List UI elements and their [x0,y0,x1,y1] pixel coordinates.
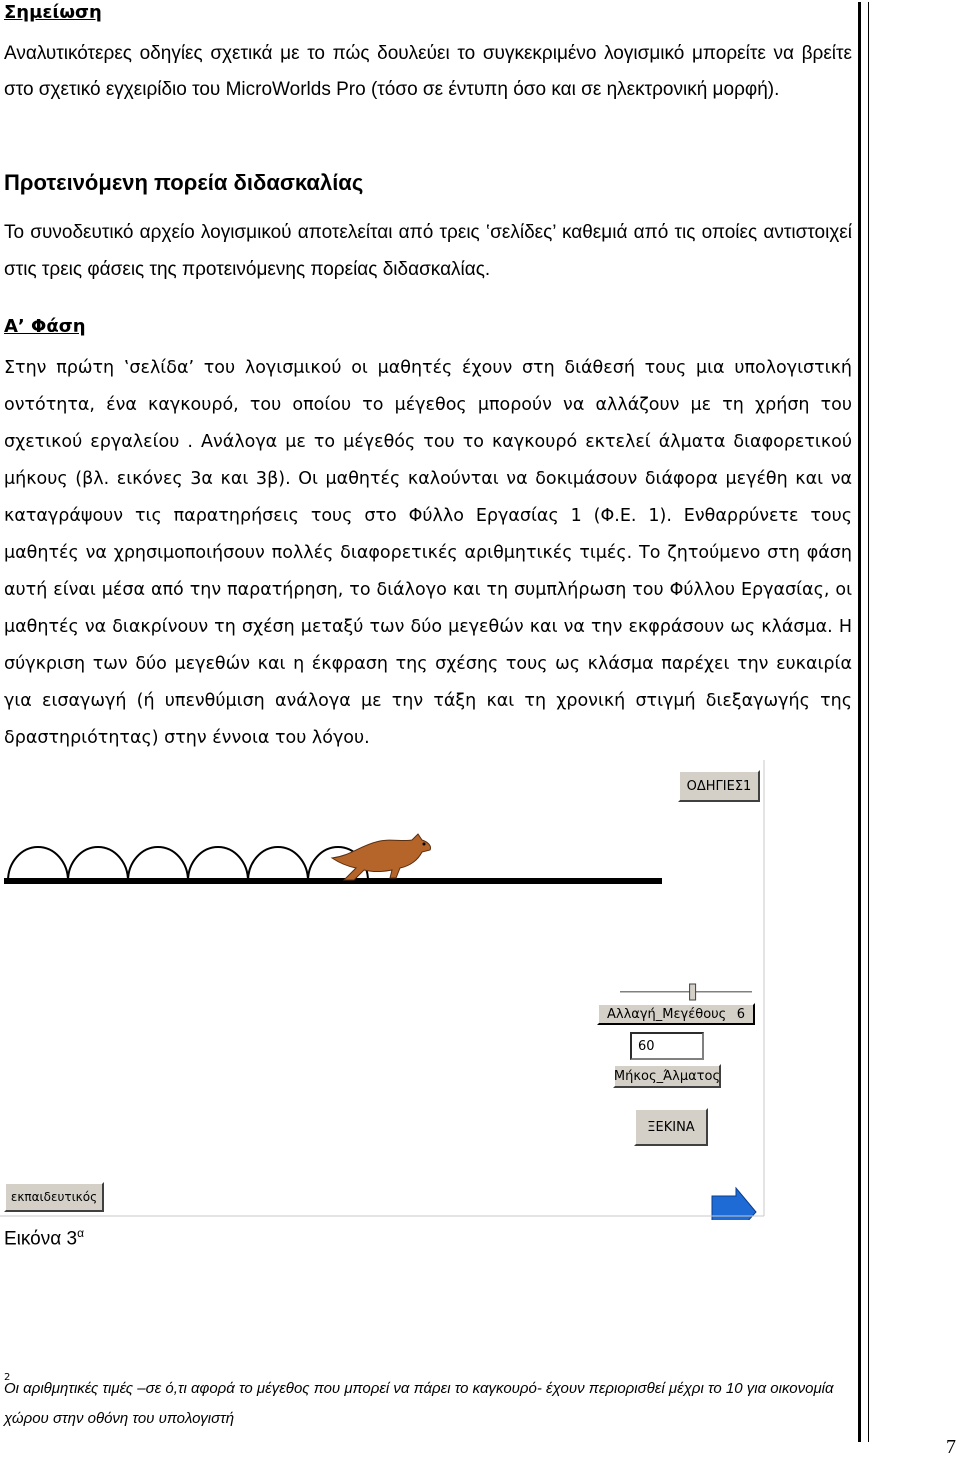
figure-caption [4,1226,84,1250]
change-size-value: 6 [736,1006,745,1022]
teacher-button[interactable]: εκπαιδευτικός [4,1182,104,1212]
microworlds-screenshot [0,760,770,1220]
slider-thumb [690,984,696,1000]
caption-text: Εικόνα 3 [4,1228,78,1250]
kangaroo-sprite [332,834,431,880]
page-number: 7 [946,1436,956,1458]
change-size-label: Αλλαγή_Μεγέθους [607,1006,727,1022]
note-paragraph: Αναλυτικότερες οδηγίες σχετικά με το πώς δουλεύει το συγκεκριμένο λογισμικό μπορείτε να βρείτε στο σχετικό εγχειρίδιο του MicroWorlds Pro (τόσο σε έντυπη όσο και σε ηλεκτρονική μορφή). [4,43,852,100]
caption-superscript: α [77,1226,84,1240]
footnote-text: Οι αριθμητικές τιμές –σε ό,τι αφορά το μέγεθος που μπορεί να πάρει το καγκουρό- έχουν περιορισθεί μέχρι το 10 για οικονομία χώρου στην οθόνη του υπολογιστή [4,1380,834,1427]
start-button[interactable]: ΞΕΚΙΝΑ [634,1108,708,1146]
jump-arcs [8,847,368,881]
change-size-slider-label[interactable] [597,1003,755,1025]
microworlds-canvas [0,760,770,1220]
next-page-arrow-icon [712,1188,756,1220]
section-heading: Προτεινόμενη πορεία διδασκαλίας [4,170,364,195]
phase-heading: Α’ Φάση [4,316,86,337]
note-heading: Σημείωση [4,2,102,23]
jump-length-button[interactable]: Μήκος_Άλματος [613,1064,721,1088]
section-paragraph: Το συνοδευτικό αρχείο λογισμικού αποτελείται από τρεις ‛σελίδες’ καθεμιά από τις οποίες αντιστοιχεί στις τρεις φάσεις της προτεινόμενης πορείας διδασκαλίας. [4,222,852,280]
phase-paragraph: Στην πρώτη ‛σελίδα’ του λογισμικού οι μαθητές έχουν στη διάθεσή τους μια υπολογιστική οντότητα, ένα καγκουρό, του οποίου το μέγεθος μπορούν να αλλάζουν με τη χρήση του σχετικού εργαλείου . Ανάλογα με το μέγεθός του το καγκουρό εκτελεί άλματα διαφορετικού μήκους (βλ. εικόνες 3α και 3β). Οι μαθητές καλούνται να δοκιμάσουν διάφορα μεγέθη και να καταγράψουν τις παρατηρήσεις τους στο Φύλλο Εργασίας 1 (Φ.Ε. 1). Ενθαρρύνετε τους μαθητές να χρησιμοποιήσουν πολλές διαφορετικές αριθμητικές τιμές. Το ζητούμενο στη φάση αυτή είναι μέσα από την παρατήρηση, το διάλογο και τη συμπλήρωση του Φύλλου Εργασίας, οι μαθητές να διακρίνουν τη σχέση μεταξύ των δύο μεγεθών και να την εκφράσουν ως κλάσμα. Η σύγκριση των δύο μεγεθών και η έκφραση της σχέσης τους ως κλάσμα παρέχει την ευκαιρία για εισαγωγή (ή υπενθύμιση ανάλογα με την τάξη και τη χρονική στιγμή διεξαγωγής της δραστηριότητας) στην έννοια του λόγου. [4,358,852,748]
footnote-mark: 2 [4,1372,11,1383]
margin-rule-thin [868,2,869,1442]
size-slider [620,984,752,1000]
jump-length-input[interactable]: 60 [630,1032,704,1060]
instructions-button[interactable]: ΟΔΗΓΙΕΣ1 [678,770,760,802]
margin-rule [858,2,861,1442]
